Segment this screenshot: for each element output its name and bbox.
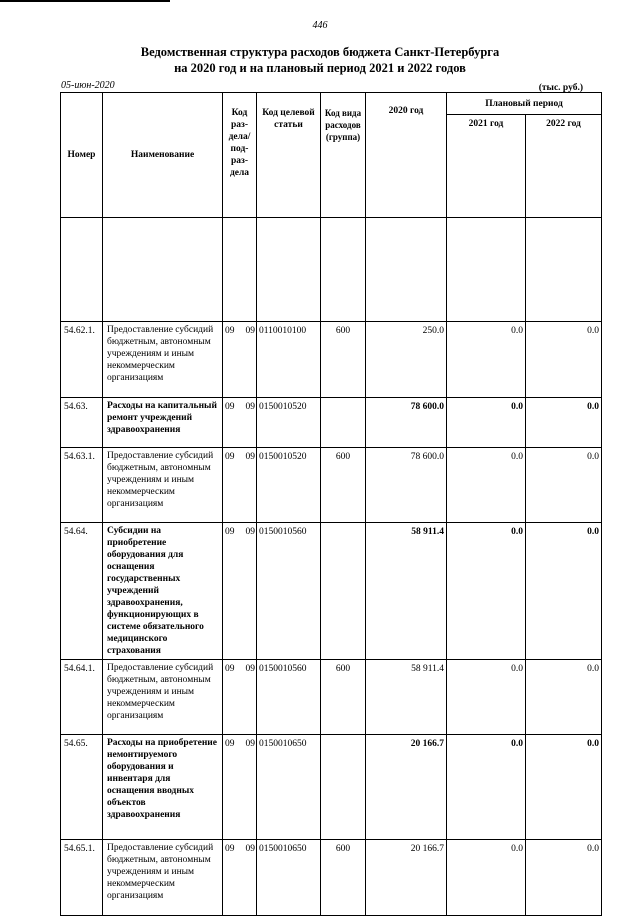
budget-table [60, 92, 602, 916]
row-name: Предоставление субсидий бюджетным, автономным учреждениям и иным некоммерческим организациям [103, 660, 223, 735]
row-value-2022: 0.0 [526, 322, 602, 398]
row-value-2021: 0.0 [447, 322, 526, 398]
document-date: 05-июн-2020 [61, 80, 115, 91]
row-number: 54.62.1. [61, 322, 103, 398]
row-value-2020: 78 600.0 [366, 448, 447, 523]
row-vid-rashodov: 600 [321, 322, 366, 398]
row-value-2020: 78 600.0 [366, 398, 447, 448]
razdel-code: 09 [225, 402, 235, 412]
row-value-2020: 58 911.4 [366, 523, 447, 660]
header-planned-period: Плановый период [447, 93, 602, 115]
row-vid-rashodov [321, 735, 366, 840]
row-value-2020: 20 166.7 [366, 735, 447, 840]
row-razdel [223, 660, 257, 735]
row-celevaya-statya: 0150010560 [257, 523, 321, 660]
row-value-2022: 0.0 [526, 840, 602, 916]
row-value-2022: 0.0 [526, 398, 602, 448]
row-name: Расходы на приобретение немонтируемого оборудования и инвентаря для оснащения вводных объектов здравоохранения [103, 735, 223, 840]
row-vid-rashodov [321, 523, 366, 660]
row-celevaya-statya: 0150010560 [257, 660, 321, 735]
row-celevaya-statya: 0150010520 [257, 398, 321, 448]
row-value-2021: 0.0 [447, 840, 526, 916]
document-title-line1: Ведомственная структура расходов бюджета Санкт-Петербурга [140, 45, 500, 59]
spacer-row [61, 218, 602, 322]
units-label: (тыс. руб.) [538, 83, 583, 93]
row-name: Предоставление субсидий бюджетным, автономным учреждениям и иным некоммерческим организациям [103, 840, 223, 916]
row-celevaya-statya: 0110010100 [257, 322, 321, 398]
row-number: 54.65.1. [61, 840, 103, 916]
header-celevoy: Код целевой статьи [257, 93, 321, 218]
razdel-code: 09 [225, 844, 235, 854]
row-number: 54.64.1. [61, 660, 103, 735]
header-name: Наименование [103, 93, 223, 218]
page-number: 446 [312, 20, 328, 31]
row-razdel [223, 398, 257, 448]
row-name: Предоставление субсидий бюджетным, автономным учреждениям и иным некоммерческим организациям [103, 448, 223, 523]
row-razdel [223, 523, 257, 660]
header-vid: Код вида расходов (группа) [321, 93, 366, 218]
row-number: 54.63.1. [61, 448, 103, 523]
row-value-2021: 0.0 [447, 398, 526, 448]
table-row [61, 322, 602, 398]
table-row [61, 660, 602, 735]
podrazdel-code: 09 [245, 739, 255, 749]
header-2020: 2020 год [366, 93, 447, 218]
row-name: Расходы на капитальный ремонт учреждений здравоохранения [103, 398, 223, 448]
row-vid-rashodov: 600 [321, 840, 366, 916]
row-value-2021: 0.0 [447, 660, 526, 735]
row-celevaya-statya: 0150010650 [257, 735, 321, 840]
header-2022: 2022 год [526, 115, 602, 218]
table-row [61, 735, 602, 840]
row-number: 54.65. [61, 735, 103, 840]
row-vid-rashodov: 600 [321, 660, 366, 735]
razdel-code: 09 [225, 664, 235, 674]
table-row [61, 523, 602, 660]
razdel-code: 09 [225, 739, 235, 749]
corner-scan-line [0, 0, 170, 2]
row-value-2021: 0.0 [447, 523, 526, 660]
row-razdel [223, 448, 257, 523]
row-vid-rashodov [321, 398, 366, 448]
razdel-code: 09 [225, 527, 235, 537]
row-vid-rashodov: 600 [321, 448, 366, 523]
row-value-2020: 20 166.7 [366, 840, 447, 916]
row-name: Субсидии на приобретение оборудования для оснащения государственных учреждений здравоохранения, функционирующих в системе обязательного медицинского страхования [103, 523, 223, 660]
podrazdel-code: 09 [245, 402, 255, 412]
row-razdel [223, 735, 257, 840]
row-number: 54.63. [61, 398, 103, 448]
row-value-2020: 250.0 [366, 322, 447, 398]
table-row [61, 840, 602, 916]
podrazdel-code: 09 [245, 452, 255, 462]
row-value-2022: 0.0 [526, 735, 602, 840]
row-name: Предоставление субсидий бюджетным, автономным учреждениям и иным некоммерческим организациям [103, 322, 223, 398]
podrazdel-code: 09 [245, 326, 255, 336]
row-value-2020: 58 911.4 [366, 660, 447, 735]
row-value-2022: 0.0 [526, 660, 602, 735]
header-number: Номер [61, 93, 103, 218]
header-2021: 2021 год [447, 115, 526, 218]
razdel-code: 09 [225, 326, 235, 336]
document-title-line2: на 2020 год и на плановый период 2021 и 2022 годов [174, 61, 466, 75]
podrazdel-code: 09 [245, 527, 255, 537]
header-razdel: Код раз- дела/ под- раз- дела [223, 93, 257, 218]
podrazdel-code: 09 [245, 844, 255, 854]
row-number: 54.64. [61, 523, 103, 660]
row-celevaya-statya: 0150010650 [257, 840, 321, 916]
row-value-2022: 0.0 [526, 523, 602, 660]
row-razdel [223, 840, 257, 916]
row-value-2021: 0.0 [447, 448, 526, 523]
row-value-2022: 0.0 [526, 448, 602, 523]
table-row [61, 398, 602, 448]
row-celevaya-statya: 0150010520 [257, 448, 321, 523]
podrazdel-code: 09 [245, 664, 255, 674]
row-value-2021: 0.0 [447, 735, 526, 840]
razdel-code: 09 [225, 452, 235, 462]
row-razdel [223, 322, 257, 398]
table-row [61, 448, 602, 523]
